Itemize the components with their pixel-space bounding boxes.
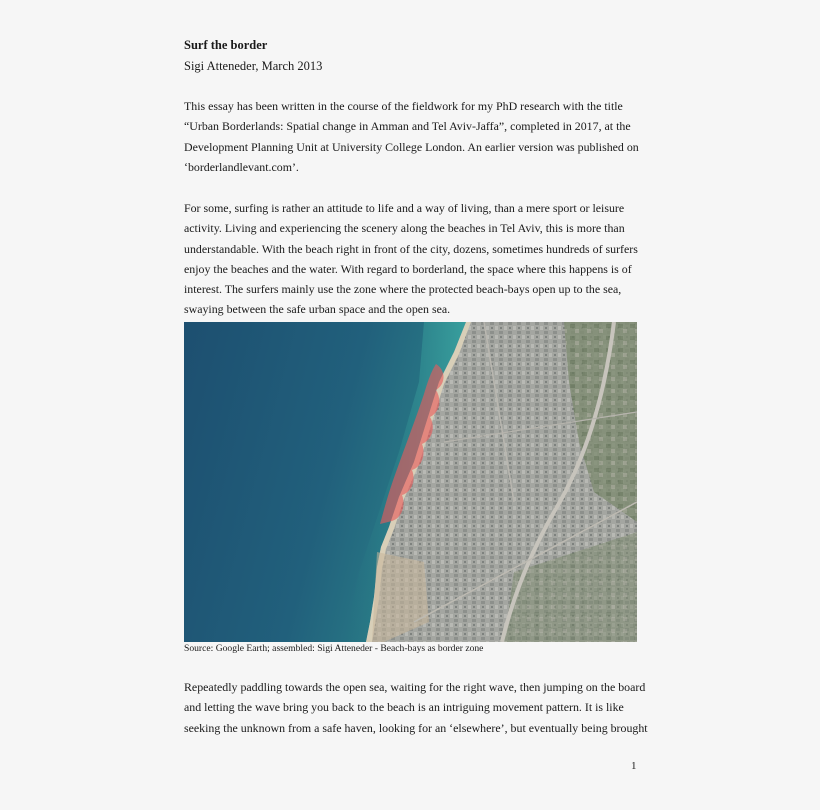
paragraph-line: enjoy the beaches and the water. With regard to borderland, the space where this happens is of	[184, 261, 632, 276]
map-graphic	[184, 322, 637, 642]
paragraph-line: swaying between the safe urban space and the open sea.	[184, 302, 451, 317]
satellite-map-image	[184, 322, 637, 642]
paragraph-line: For some, surfing is rather an attitude to life and a way of living, than a mere sport or leisure	[184, 201, 625, 215]
paragraph-line: Repeatedly paddling towards the open sea, waiting for the right wave, then jumping on the board	[184, 680, 646, 694]
paragraph-line: activity. Living and experiencing the scenery along the beaches in Tel Aviv, this is more than	[184, 221, 625, 236]
essay-byline: Sigi Atteneder, March 2013	[184, 59, 323, 73]
essay-title: Surf the border	[184, 38, 268, 52]
paragraph-line: seeking the unknown from a safe haven, looking for an ‘elsewhere’, but eventually being brought	[184, 720, 648, 735]
paragraph-intro	[184, 96, 644, 177]
paragraph-line: and letting the wave bring you back to the beach is an intriguing movement pattern. It is like	[184, 700, 624, 715]
paragraph-line: ‘borderlandlevant.com’.	[184, 159, 299, 174]
figure-caption: Source: Google Earth; assembled: Sigi Atteneder - Beach-bays as border zone	[184, 643, 484, 654]
paragraph-line: This essay has been written in the course of the fieldwork for my PhD research with the title	[184, 99, 623, 113]
paragraph-line: “Urban Borderlands: Spatial change in Amman and Tel Aviv-Jaffa”, completed in 2017, at the	[184, 119, 631, 134]
paragraph-paddling	[184, 677, 648, 738]
paragraph-line: understandable. With the beach right in front of the city, dozens, sometimes hundreds of surfers	[184, 241, 638, 256]
paragraph-surfing	[184, 198, 644, 320]
paragraph-line: interest. The surfers mainly use the zone where the protected beach-bays open up to the sea,	[184, 282, 622, 297]
page-number: 1	[631, 760, 637, 772]
paragraph-line: Development Planning Unit at University College London. An earlier version was published on	[184, 139, 639, 154]
